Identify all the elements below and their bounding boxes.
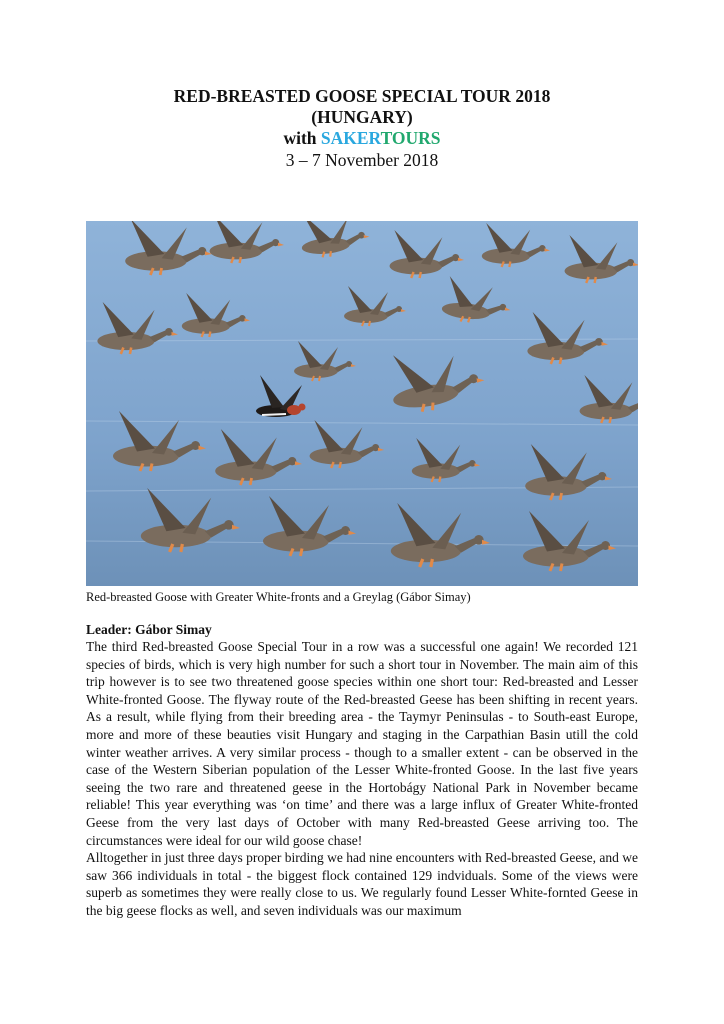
tour-dates: 3 – 7 November 2018 — [285, 150, 439, 170]
geese-flock-photo — [86, 221, 638, 586]
report-paragraph-1: The third Red-breasted Goose Special Tour in a row was a successful one again! We recorded 121 species of birds, which is very high number for such a short tour in November. The main aim of this trip however is to see two threatened goose species within one short tour: Red-breasted and Lesser White-fronted Goose. The flyway route of the Red-breasted Geese has been shifting in recent years. As a result, while flying from their breeding area - the Taymyr Peninsulas - to South-east Europe, more and more of these beauties visit Hungary and staging in the Carpathian Basin utill the cold winter weather arrives. A very similar process - though to a smaller extent - can be observed in the case of the Western Siberian population of the Lesser White-fronted Goose. In the last five years seeing the two rare and threatened geese in the Hortobágy National Park in November became reliable! This year everything was ‘on time’ and there was a large influx of Greater White-fronted Geese from the very last days of October with many Red-breasted Geese arriving too. The circumstances were ideal for our wild goose chase! — [86, 639, 638, 848]
report-country: (HUNGARY) — [311, 107, 413, 127]
tour-leader: Leader: Gábor Simay — [86, 622, 212, 637]
with-prefix: with — [283, 128, 321, 148]
report-body — [86, 638, 638, 920]
brand-tours: TOURS — [380, 128, 441, 148]
report-paragraph-2: Alltogether in just three days proper birding we had nine encounters with Red-breasted Geese, and we saw 366 individuals in total - the biggest flock contained 129 indviduals. Some of the views were superb as sometimes they were really close to us. We regularly found Lesser White-fornted Geese in the big geese flocks as well, and seven individuals was our maximum — [86, 850, 638, 918]
report-title: RED-BREASTED GOOSE SPECIAL TOUR 2018 — [173, 86, 551, 106]
photo-caption: Red-breasted Goose with Greater White-fronts and a Greylag (Gábor Simay) — [86, 590, 471, 604]
brand-saker: SAKER — [320, 128, 381, 148]
title-block — [0, 86, 724, 171]
operator-line — [0, 128, 724, 149]
